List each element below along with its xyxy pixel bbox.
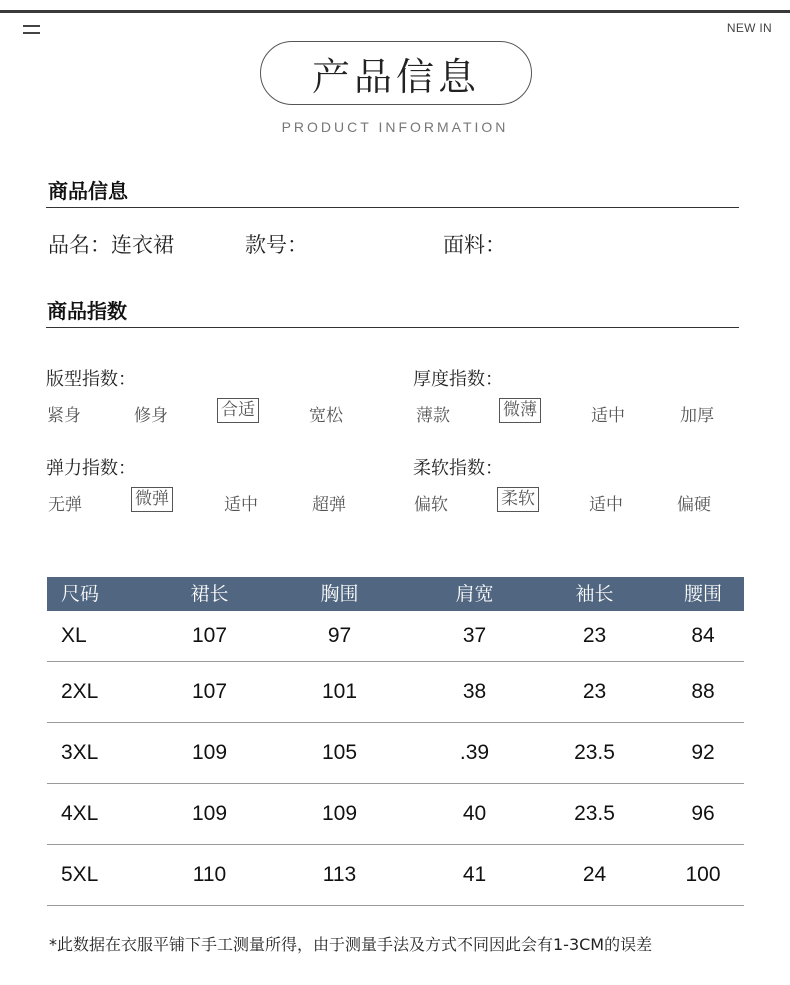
column-header-waist: 腰围 xyxy=(683,583,722,605)
table-row xyxy=(47,845,744,906)
product-name: 品名：连衣裙 xyxy=(48,233,174,257)
thickness-option: 适中 xyxy=(591,406,625,426)
table-cell: 84 xyxy=(691,624,715,647)
table-cell: 23 xyxy=(582,680,607,703)
table-row xyxy=(47,723,744,784)
page-subtitle: PRODUCT INFORMATION xyxy=(281,119,509,135)
column-header-shoulder: 肩宽 xyxy=(455,583,494,605)
model-number: 款号： xyxy=(245,233,308,257)
table-cell: 110 xyxy=(192,863,227,886)
table-cell: 113 xyxy=(322,863,357,886)
table-row xyxy=(47,662,744,723)
page-title: 产品信息 xyxy=(311,54,480,99)
table-cell: 2XL xyxy=(61,680,99,703)
table-cell: 23.5 xyxy=(574,741,615,764)
table-header xyxy=(47,577,744,611)
table-cell: 92 xyxy=(691,741,715,764)
table-row xyxy=(47,611,744,662)
measurement-note: *此数据在衣服平铺下手工测量所得，由于测量手法及方式不同因此会有1-3CM的误差 xyxy=(49,935,653,954)
table-cell: 107 xyxy=(191,624,228,647)
section-divider xyxy=(46,207,739,208)
table-cell: 4XL xyxy=(61,802,99,825)
table-cell: 23 xyxy=(582,624,607,647)
table-cell: 41 xyxy=(462,863,487,886)
fabric: 面料： xyxy=(443,233,506,257)
table-cell: 88 xyxy=(691,680,715,703)
column-header-sleeve: 袖长 xyxy=(575,583,614,605)
table-row xyxy=(47,784,744,845)
new-in-label[interactable]: NEW IN xyxy=(726,21,772,35)
fit-option: 紧身 xyxy=(47,406,81,426)
table-cell: 109 xyxy=(191,741,228,764)
softness-index-title: 柔软指数： xyxy=(413,458,503,479)
table-cell: 23.5 xyxy=(574,802,615,825)
section-divider xyxy=(46,327,739,328)
table-cell: .39 xyxy=(459,741,490,764)
fit-option: 宽松 xyxy=(309,406,343,426)
title-pill xyxy=(260,41,532,105)
column-header-size: 尺码 xyxy=(61,583,100,605)
table-cell: XL xyxy=(61,624,87,647)
table-cell: 24 xyxy=(582,863,607,886)
softness-option: 适中 xyxy=(589,495,623,515)
thickness-index-title: 厚度指数： xyxy=(413,369,503,390)
top-border xyxy=(0,10,790,13)
elasticity-option: 无弹 xyxy=(48,495,82,515)
elasticity-option: 适中 xyxy=(224,495,258,515)
table-cell: 101 xyxy=(321,680,358,703)
menu-icon[interactable] xyxy=(23,25,40,36)
elasticity-index-title: 弹力指数： xyxy=(46,458,136,479)
table-cell: 109 xyxy=(191,802,228,825)
thickness-option: 加厚 xyxy=(680,406,714,426)
softness-option-selected: 柔软 xyxy=(497,487,539,512)
column-header-length: 裙长 xyxy=(190,583,229,605)
table-cell: 40 xyxy=(462,802,487,825)
thickness-option-selected: 微薄 xyxy=(499,398,541,423)
table-cell: 109 xyxy=(321,802,358,825)
fit-option-selected: 合适 xyxy=(217,398,259,423)
section-heading-indexes: 商品指数 xyxy=(47,299,127,323)
table-cell: 96 xyxy=(691,802,715,825)
fit-index-title: 版型指数： xyxy=(46,369,136,390)
size-table xyxy=(47,577,744,906)
table-cell: 38 xyxy=(462,680,487,703)
table-cell: 105 xyxy=(321,741,358,764)
table-cell: 97 xyxy=(327,624,352,647)
softness-option: 偏软 xyxy=(414,495,448,515)
table-cell: 100 xyxy=(685,863,721,886)
table-cell: 3XL xyxy=(61,741,99,764)
softness-option: 偏硬 xyxy=(677,495,711,515)
elasticity-option: 超弹 xyxy=(312,495,346,515)
table-cell: 107 xyxy=(191,680,228,703)
elasticity-option-selected: 微弹 xyxy=(131,487,173,512)
section-heading-basic-info: 商品信息 xyxy=(48,179,128,203)
column-header-bust: 胸围 xyxy=(320,583,359,605)
thickness-option: 薄款 xyxy=(416,406,450,426)
table-cell: 5XL xyxy=(61,863,99,886)
table-cell: 37 xyxy=(462,624,487,647)
fit-option: 修身 xyxy=(134,406,168,426)
